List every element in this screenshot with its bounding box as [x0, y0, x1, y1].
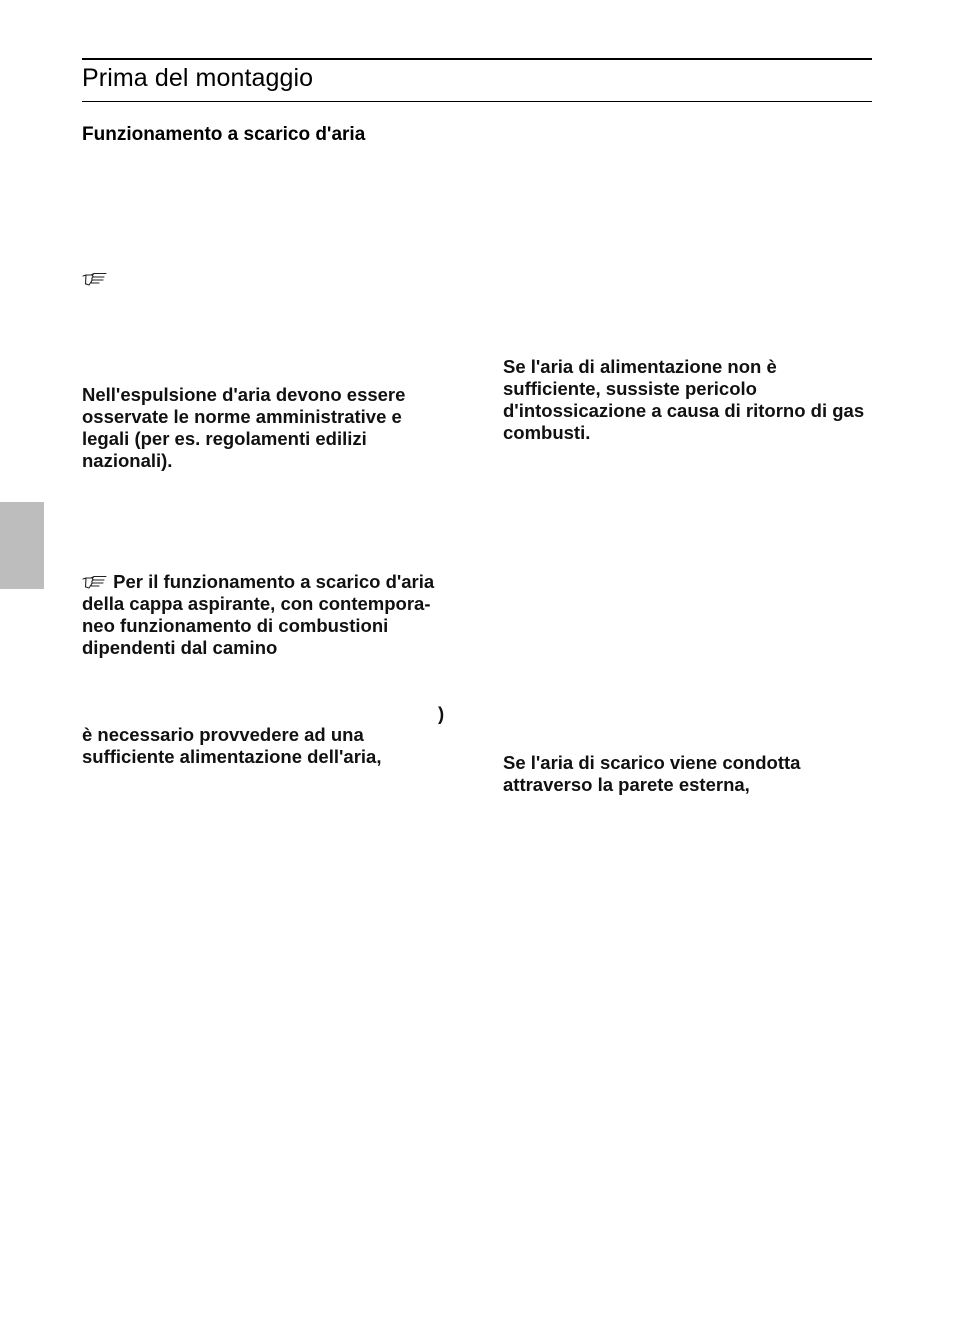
header-bottom-rule: [82, 101, 872, 102]
regulations-line: nazionali).: [82, 450, 173, 471]
warning-line: combusti.: [503, 422, 591, 443]
combustion-note-text: Per il funzionamento a scarico d'aria: [113, 571, 435, 592]
exhaust-wall-line: Se l'aria di scarico viene condotta: [503, 752, 801, 773]
regulations-paragraph: [82, 384, 405, 472]
regulations-line: Nell'espulsione d'aria devono essere: [82, 384, 406, 405]
pointing-hand-icon: [82, 271, 108, 287]
exhaust-wall-paragraph: [503, 752, 800, 796]
combustion-note-line: della cappa aspirante, con contempora-: [82, 593, 431, 614]
combustion-note-line: [82, 571, 434, 593]
section-heading: Funzionamento a scarico d'aria: [82, 124, 366, 145]
warning-line: sufficiente, sussiste pericolo: [503, 378, 757, 399]
regulations-line: legali (per es. regolamenti edilizi: [82, 428, 367, 449]
supply-air-line: è necessario provvedere ad una: [82, 724, 364, 745]
combustion-note-line: dipendenti dal camino: [82, 637, 278, 658]
supply-air-line: sufficiente alimentazione dell'aria,: [82, 746, 382, 767]
combustion-note-line: neo funzionamento di combustioni: [82, 615, 389, 636]
supply-air-paragraph: [82, 724, 381, 768]
closing-parenthesis: ): [438, 703, 445, 724]
warning-line: d'intossicazione a causa di ritorno di gas: [503, 400, 865, 421]
regulations-line: osservate le norme amministrative e: [82, 406, 402, 427]
page-title: Prima del montaggio: [82, 64, 314, 92]
combustion-note-paragraph: [82, 571, 434, 659]
pointing-hand-icon: [82, 574, 108, 590]
chapter-tab: [0, 502, 44, 589]
header-top-rule: [82, 58, 872, 60]
exhaust-wall-line: attraverso la parete esterna,: [503, 774, 750, 795]
warning-line: Se l'aria di alimentazione non è: [503, 356, 777, 377]
intoxication-warning-paragraph: [503, 356, 864, 444]
